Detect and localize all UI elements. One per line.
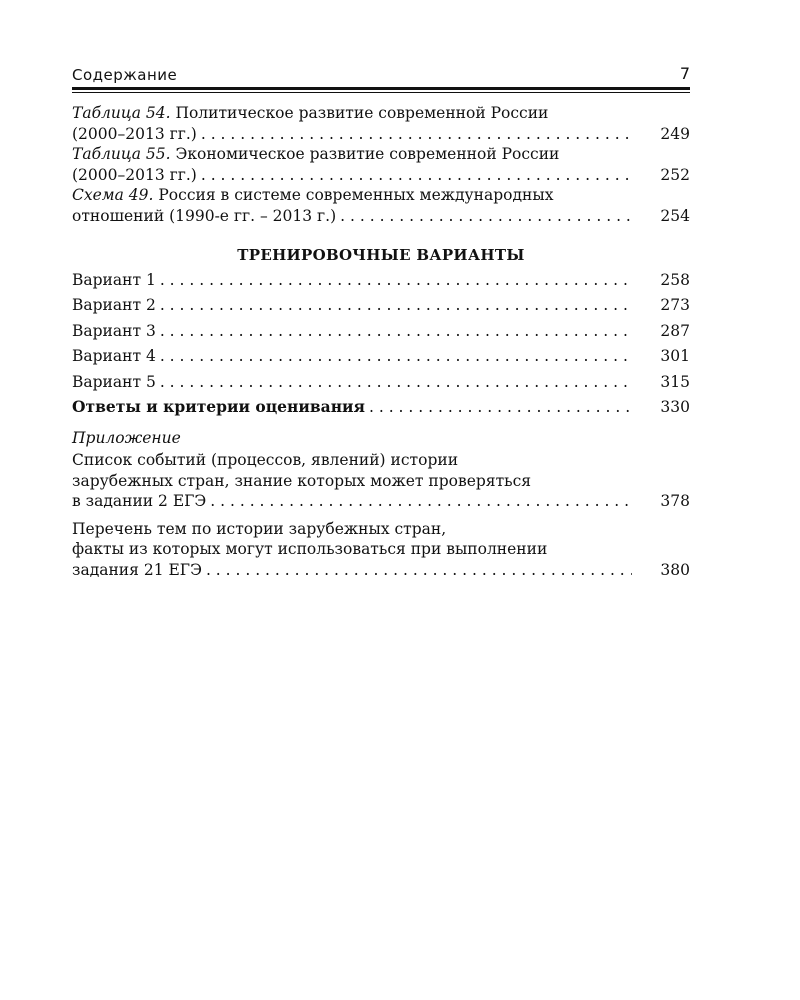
entry-page: 330 xyxy=(660,398,690,416)
section-heading: ТРЕНИРОВОЧНЫЕ ВАРИАНТЫ xyxy=(237,246,525,264)
entry-title-line: зарубежных стран, знание которых может проверяться xyxy=(72,471,532,490)
entry-page: 315 xyxy=(660,372,690,391)
dot-leader xyxy=(160,321,632,342)
header-page-number: 7 xyxy=(679,64,690,83)
entry-title-line: Список событий (процессов, явлений) истории xyxy=(72,451,459,469)
toc-entry-variant-3 xyxy=(72,321,690,342)
toc-entry-answers xyxy=(72,397,690,418)
dot-leader xyxy=(369,397,632,418)
dot-leader xyxy=(340,206,632,227)
dot-leader xyxy=(210,491,632,512)
dot-leader xyxy=(160,346,632,367)
entry-page: 252 xyxy=(660,165,690,184)
entry-prefix: Схема 49. xyxy=(72,186,154,204)
entry-page: 380 xyxy=(660,560,690,579)
header-section-title: Содержание xyxy=(72,66,178,84)
toc-entry-variant-5 xyxy=(72,372,690,393)
toc-entry-appendix-2 xyxy=(72,519,690,581)
dot-leader xyxy=(160,372,632,393)
entry-page: 378 xyxy=(660,492,690,510)
entry-title-last: задания 21 ЕГЭ xyxy=(72,560,202,579)
entry-title: Ответы и критерии оценивания xyxy=(72,397,365,416)
entry-title: Вариант 3 xyxy=(72,321,156,340)
header-rule-thick xyxy=(72,87,690,90)
entry-prefix: Таблица 54. xyxy=(72,104,171,122)
entry-title-line: Перечень тем по истории зарубежных стран, xyxy=(72,519,447,538)
entry-title-line: Экономическое развитие современной России xyxy=(170,145,560,163)
toc-entry-variant-1 xyxy=(72,270,690,291)
toc-entry-variant-2 xyxy=(72,295,690,316)
running-header xyxy=(72,62,690,84)
dot-leader xyxy=(201,165,632,186)
toc-entry-variant-4 xyxy=(72,346,690,367)
header-rule-thin xyxy=(72,92,690,93)
entry-title-last: в задании 2 ЕГЭ xyxy=(72,492,207,510)
entry-page: 249 xyxy=(660,124,690,143)
entry-title-line: Политическое развитие современной России xyxy=(170,104,549,122)
entry-title-last: (2000–2013 гг.) xyxy=(72,124,197,143)
toc-entry-table-55 xyxy=(72,144,690,185)
toc-entry-table-54 xyxy=(72,103,690,144)
dot-leader xyxy=(160,270,632,291)
entry-title-line: факты из которых могут использоваться при выполнении xyxy=(72,540,548,558)
entry-prefix: Таблица 55. xyxy=(72,145,171,163)
appendix-title: Приложение xyxy=(72,428,181,447)
entry-page: 287 xyxy=(660,321,690,340)
entry-title: Вариант 4 xyxy=(72,347,156,365)
entry-page: 254 xyxy=(660,206,690,225)
entry-page: 273 xyxy=(660,296,690,314)
dot-leader xyxy=(201,124,632,145)
toc-entry-appendix-1 xyxy=(72,450,690,512)
entry-title: Вариант 5 xyxy=(72,372,156,391)
toc-entry-scheme-49 xyxy=(72,185,690,226)
entry-page: 301 xyxy=(660,347,690,365)
entry-title-line: Россия в системе современных международных xyxy=(153,186,554,204)
entry-title-last: (2000–2013 гг.) xyxy=(72,165,197,184)
dot-leader xyxy=(206,560,632,581)
entry-title-last: отношений (1990-е гг. – 2013 г.) xyxy=(72,206,337,225)
table-of-contents xyxy=(72,103,690,580)
entry-page: 258 xyxy=(660,270,690,289)
dot-leader xyxy=(160,295,632,316)
entry-title: Вариант 1 xyxy=(72,270,156,289)
entry-title: Вариант 2 xyxy=(72,296,156,314)
